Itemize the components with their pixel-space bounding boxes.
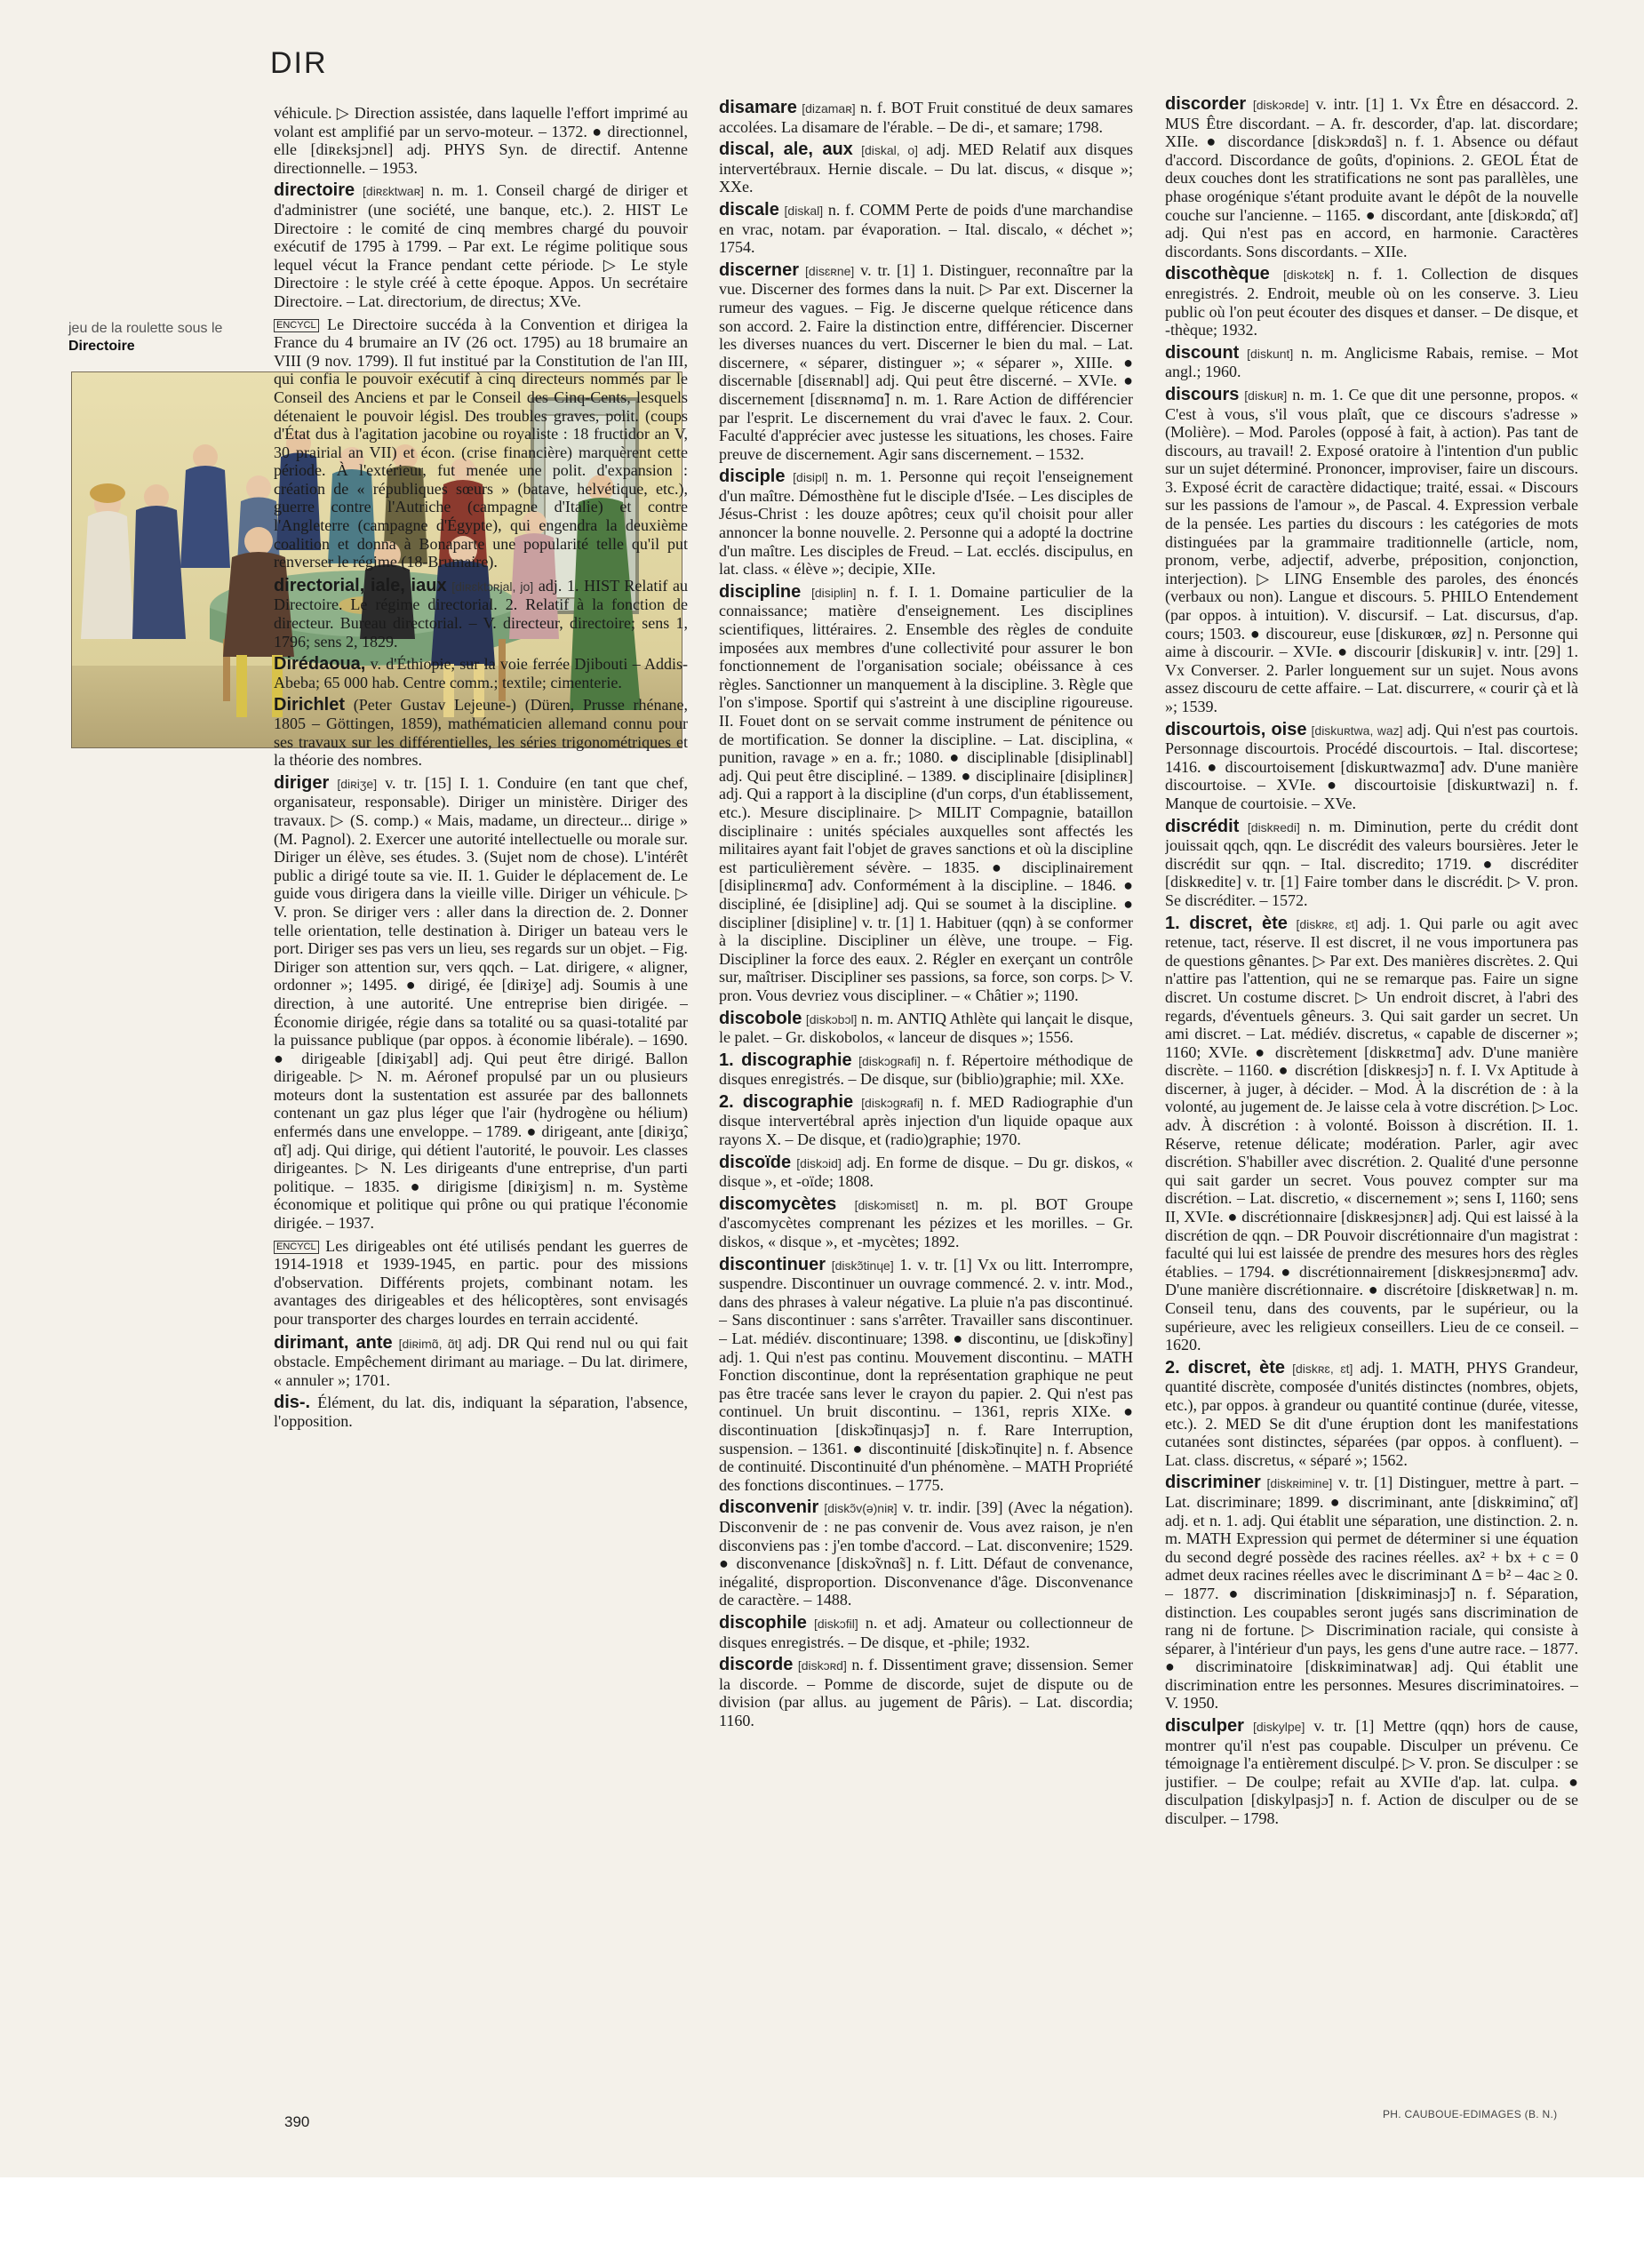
photo-credit: PH. CAUBOUE-EDIMAGES (B. N.): [1383, 2108, 1558, 2120]
entry-dis: [274, 1394, 688, 1430]
entry-headword: 1. discographie: [719, 1050, 852, 1070]
entry-pronunciation: [diskɔʀd]: [797, 1658, 847, 1673]
entry-text: v. tr. [15] I. 1. Conduire (en tant que chef, organisateur, responsable). Diriger un ministère. Diriger des travaux. ▷ (S. comp.) « Mais, madame, un directeur... dirige » (M. Pagnol). 2. Exercer une autorité intellectuelle ou morale sur. Diriger un élève, ses études. 3. (Sujet nom de chose). L'intérêt public a dirigé toute sa vie. II. 1. Guider le déplacement de. Le guide vous dirigera dans la vieille ville. Diriger un véhicule. ▷ V. pron. Se diriger vers : aller dans la direction de. 2. Donner telle orientation, telle destination à. Diriger un bateau vers le port. Diriger ses pas vers un lieu, ses regards sur un objet. – Fig. Diriger son attention sur, vers qqch. – Lat. dirigere, « aligner, ordonner »; 1495. ● dirigé, ée [diʀiʒe] adj. Soumis à une direction, à une autorité. Une entreprise bien dirigée. – Économie dirigée, régie dans sa totalité ou sa quasi-totalité par la puissance publique (par oppos. à économie libérale). – 1690. ● dirigeable [diʀiʒabl] adj. Qui peut être dirigé. Ballon dirigeable. ▷ N. m. Aéronef propulsé par un ou plusieurs moteurs dont la sustentation est assurée par des ballonnets contenant un gaz plus léger que l'air (hydrogène ou hélium) enfermés dans une enveloppe. – 1789. ● dirigeant, ante [diʀiʒɑ̃, ɑ̃t] adj. Qui dirige, qui détient l'autorité, le pouvoir. Les classes dirigeantes. ▷ N. Les dirigeants d'une entreprise, d'un parti politique. – 1835. ● dirigisme [diʀiʒism] n. m. Système économique et politique qui prône ou qui pratique l'économie dirigée. – 1937.: [274, 773, 688, 1233]
entry-pronunciation: [diskal]: [784, 203, 824, 218]
entry-discal: [719, 140, 1133, 196]
entry-discorde: [719, 1656, 1133, 1729]
entry-discerner: [719, 261, 1133, 464]
entry-headword: disculper: [1165, 1716, 1244, 1737]
entry-discourtois: [1165, 721, 1578, 813]
entry-pronunciation: [diʀɛktɔʀjal, jo]: [451, 579, 534, 594]
entry-text: n. m. pl. BOT Groupe d'ascomycètes comprenant les pézizes et les morilles. – Gr. diskos, « disque », et -mycètes; 1892.: [719, 1194, 1133, 1251]
entry-headword: directoire: [274, 180, 355, 201]
entry-headword: Dirichlet: [274, 695, 346, 715]
entry-text: véhicule. ▷ Direction assistée, dans laquelle l'effort imprimé au volant est amplifié par un servo-moteur. – 1372. ● directionnel, elle [diʀɛksjɔnɛl] adj. PHYS Syn. de directif. Antenne directionnelle. – 1953.: [274, 104, 688, 177]
entry-discret-1: [1165, 914, 1578, 1354]
entry-headword: discal, ale, aux: [719, 140, 853, 160]
entry-disconvenir: [719, 1498, 1133, 1609]
entry-headword: discorder: [1165, 95, 1247, 114]
entry-discophile: [719, 1614, 1133, 1651]
entry-text: adj. MED Relatif aux disques intervertébraux. Hernie discale. – Du lat. discus, « disque »; XXe.: [719, 140, 1133, 196]
entry-text: Élément, du lat. dis, indiquant la séparation, l'absence, l'opposition.: [274, 1394, 688, 1430]
entry-headword: discophile: [719, 1612, 807, 1633]
entry-pronunciation: [diskʀɛ, ɛt]: [1296, 916, 1359, 931]
entry-text: 1. v. tr. [1] Vx ou litt. Interrompre, suspendre. Discontinuer un ouvrage commencé. 2. v. intr. Mod., dans des phrases à valeur négative. La pluie n'a pas discontinué. – Sans discontinuer : sans s'arrêter. Travailler sans discontinuer. – Lat. médiév. discontinuare; 1398. ● discontinu, ue [diskɔ̃tiny] adj. 1. Qui n'est pas continu. Mouvement discontinu. – MATH Fonction discontinue, dont la représentation graphique ne peut pas être tracée sans lever le crayon du papier. 2. Qui n'est pas continuel. Un bruit discontinu. – 1361, repris XIXe. ● discontinuation [diskɔ̃tinɥasjɔ̃] n. f. Rare Interruption, suspension. – 1361. ● discontinuité [diskɔ̃tinɥite] n. f. Absence de continuité. Discontinuité d'un phénomène. – MATH Propriété des fonctions discontinues. – 1775.: [719, 1255, 1133, 1494]
entry-pronunciation: [diskɔgʀafi]: [858, 1053, 921, 1068]
illustration-caption: [68, 320, 224, 355]
entry-pronunciation: [diskʀedi]: [1247, 819, 1300, 835]
entry-text: v. intr. [1] 1. Vx Être en désaccord. 2. MUS Être discordant. – A. fr. descorder, d'ap. lat. discordare; XIIe. ● discordance [diskɔʀdɑ̃s] n. f. 1. Absence ou défaut d'accord. Discordance de goûts, d'opinions. 2. GEOL État de deux couches dont les stratifications ne sont pas parallèles, une phase orogénique s'étant produite avant le dépôt de la nouvelle couche sur l'ancienne. – 1165. ● discordant, ante [diskɔʀdɑ̃, ɑ̃t] adj. Qui n'est pas en accord, en harmonie. Caractères discordants. Sons discordants. – XIIe.: [1165, 95, 1578, 260]
entry-text: n. m. 1. Ce que dit une personne, propos. « C'est à vous, s'il vous plaît, que ce discours s'adresse » (Molière). – Mod. Paroles (opposé à fait, à action). Pas tant de discours, au travail! 2. Exposé oratoire à l'intention d'un public sur un sujet déterminé. Prononcer, improviser, faire un discours. 3. Exposé écrit de caractère didactique; traité, essai. « Discours sur les passions de l'amour », de Pascal. 4. Expression verbale de la pensée. Les parties du discours : les catégories de mots distinguées par la grammaire traditionnelle (article, nom, pronom, verbe, adjectif, adverbe, préposition, conjonction, interjection). ▷ LING Ensemble des paroles, des énoncés (verbaux ou non). Langue et discours. 5. PHILO Entendement (par oppos. à intuition). V. discursif. – Lat. discursus, d'ap. cours; 1503. ● discoureur, euse [diskuʀœʀ, øz] n. Personne qui aime à discourir. – XVIe. ● discourir [diskuʀiʀ] v. intr. [29] 1. Vx Converser. 2. Parler longuement sur un sujet. Nous avons assez discouru de cette affaire. – Lat. discurrere, « courir çà et là »; 1539.: [1165, 385, 1578, 715]
entry-headword: discoïde: [719, 1152, 792, 1172]
entry-pronunciation: [diskal, o]: [861, 143, 919, 158]
entry-text: adj. DR Qui rend nul ou qui fait obstacle. Empêchement dirimant au mariage. – Du lat. dirimere, « annuler »; 1701.: [274, 1333, 688, 1389]
entry-pronunciation: [diskʀimine]: [1266, 1476, 1333, 1491]
entry-headword: discomycètes: [719, 1194, 837, 1214]
entry-text: n. f. COMM Perte de poids d'une marchandise en vrac, notam. par évaporation. – Ital. discalo, « déchet »; 1754.: [719, 200, 1133, 257]
entry-text: v. tr. [1] 1. Distinguer, reconnaître par la vue. Discerner des formes dans la nuit. ▷ Par ext. Discerner la rumeur des vagues. – Fig. Je discerne quelque réticence dans son accord. 2. Faire la distinction entre, différencier. Discerner les diverses nuances du vert. Discerner le bien du mal. – Lat. discernere, « séparer, distinguer »; « séparer », XIIIe. ● discernable [disɛʀnabl] adj. Qui peut être discerné. – XVIe. ● discernement [disɛʀnəmɑ̃] n. m. 1. Rare Action de différencier par l'esprit. Le discernement du vrai d'avec le faux. 2. Cour. Faculté d'apprécier avec justesse les situations, les choses. Faire preuve de discernement. Agir sans discernement. – 1532.: [719, 260, 1133, 463]
entry-pronunciation: [diskɔmisɛt]: [854, 1197, 919, 1212]
entry-pronunciation: [diskɔtɛk]: [1283, 268, 1335, 283]
entry-text: v. tr. [1] Distinguer, mettre à part. – Lat. discriminare; 1899. ● discriminant, ante [diskʀiminɑ̃, ɑ̃t] adj. et n. 1. adj. Qui établit une séparation, une distinction. 2. n. m. MATH Expression qui permet de déterminer si une équation du second degré possède des racines réelles. ax² + bx + c = 0 admet deux racines réelles avec le discriminant Δ = b² – 4ac ≥ 0. – 1877. ● discrimination [diskʀiminasjɔ̃] n. f. Séparation, distinction. Les coupables seront jugés sans discrimination de rang ni de fortune. ▷ Discrimination raciale, qui consiste à séparer, à l'intérieur d'un pays, les gens d'une autre race. – 1877. ● discriminatoire [diskʀiminatwaʀ] adj. Qui établit une discrimination entre les personnes. Mesures discriminatoires. – V. 1950.: [1165, 1473, 1578, 1713]
entry-text: n. m. 1. Conseil chargé de diriger et d'administrer (une société, une banque, etc.). 2. HIST Le Directoire : le comité de cinq membres chargé du pouvoir exécutif de 1795 à 1799. – Par ext. Le régime politique sous lequel vécut la France pendant cette période. ▷ Le style Directoire : le style créé à cette époque. Appos. Un secrétaire Directoire. – Lat. directorium, de directus; XVe.: [274, 181, 688, 310]
entry-discotheque: [1165, 265, 1578, 339]
entry-text: v. tr. indir. [39] (Avec la négation). Disconvenir de : ne pas convenir de. Vous avez raison, je n'en disconviens pas : j'en tombe d'accord. – Lat. disconvenire; 1529. ● disconvenance [diskɔ̃vnɑ̃s] n. f. Litt. Défaut de convenance, inégalité, disproportion. Disconvenance d'âge. Disconvenance de caractère. – 1488.: [719, 1498, 1133, 1609]
encyclopedic-note-dirigeables: [274, 1237, 688, 1329]
entry-headword: discerner: [719, 260, 800, 280]
entry-pronunciation: [diskylpe]: [1252, 1720, 1305, 1735]
entry-text: v. tr. [1] Mettre (qqn) hors de cause, montrer qu'il n'est pas coupable. Disculper un prévenu. Ce témoignage l'a entièrement disculpé. ▷ V. pron. Se disculper : se justifier. – De coulpe; refait au XVIIe d'ap. lat. culpa. ● disculpation [diskylpasjɔ̃] n. f. Action de disculper ou de se disculper. – 1798.: [1165, 1717, 1578, 1828]
entry-headword: discriminer: [1165, 1473, 1261, 1493]
entry-discredit: [1165, 818, 1578, 910]
entry-text: n. m. Anglicisme Rabais, remise. – Mot angl.; 1960.: [1165, 343, 1578, 381]
entry-pronunciation: [diʀɛktwaʀ]: [363, 184, 425, 199]
page-header-title: DIR: [270, 46, 328, 80]
entry-text: adj. En forme de disque. – Du gr. diskos, « disque », et -oïde; 1808.: [719, 1153, 1133, 1191]
encyclopedic-text: Les dirigeables ont été utilisés pendant les guerres de 1914-1918 et 1939-1945, en partic. pour des missions d'observation. Différents projets, combinant notam. les avantages des dirigeables et des hélicoptères, sont envisagés pour transporter des charges lourdes en terrain accidenté.: [274, 1236, 688, 1328]
entry-text: v. d'Éthiopie, sur la voie ferrée Djibouti – Addis-Abeba; 65 000 hab. Centre comm.; textile; cimenterie.: [274, 655, 688, 691]
entry-pronunciation: [diskuʀtwa, waz]: [1311, 723, 1403, 738]
entry-text: n. f. Dissentiment grave; dissension. Semer la discorde. – Pomme de discorde, sujet de dispute ou de division (par allus. au jugement de Pâris). – Lat. discordia; 1160.: [719, 1656, 1133, 1729]
entry-discographie-2: [719, 1093, 1133, 1149]
column-3: [1165, 95, 1578, 2050]
entry-headword: disconvenir: [719, 1497, 819, 1518]
entry-dirichlet: [274, 696, 688, 769]
entry-directoire: [274, 181, 688, 310]
entry-discriminer: [1165, 1473, 1578, 1713]
entry-discale: [719, 201, 1133, 257]
entry-text: n. et adj. Amateur ou collectionneur de disques enregistrés. – De disque, et -phile; 1932.: [719, 1613, 1133, 1651]
entry-headword: 2. discret, ète: [1165, 1357, 1285, 1378]
entry-headword: discale: [719, 199, 779, 220]
entry-text: adj. 1. HIST Relatif au Directoire. Le régime directorial. 2. Relatif à la fonction de directeur. Bureau directorial. – V. directeur, directoire; sens 1, 1796; sens 2, 1829.: [274, 576, 688, 651]
entry-text: adj. 1. MATH, PHYS Grandeur, quantité discrète, composée d'unités distinctes (nombres, objets, etc.), par oppos. à grandeur ou quantité continue (durée, vitesse, etc.). 2. MED Se dit d'une éruption dont les manifestations cutanées sont distinctes, séparées (par oppos. à confluent). – Lat. class. discretus, « séparé »; 1562.: [1165, 1358, 1578, 1469]
encyclopedic-note-directoire: [274, 315, 688, 571]
entry-text: adj. Qui n'est pas courtois. Personnage discourtois. Procédé discourtois. – Ital. discortese; 1416. ● discourtoisement [diskuʀtwazmɑ̃] adv. D'une manière discourtoise. – XVIe. ● discourtoisie [diskuʀtwazi] n. f. Manque de courtoisie. – XVe.: [1165, 720, 1578, 812]
entry-text: n. f. 1. Collection de disques enregistrés. 2. Endroit, meuble où on les conserve. 3. Lieu public où l'on peut écouter des disques et danser. – De disque, et -thèque; 1932.: [1165, 265, 1578, 339]
caption-bold: Directoire: [68, 339, 135, 354]
entry-headword: diriger: [274, 772, 330, 793]
entry-pronunciation: [diskunt]: [1247, 346, 1294, 361]
entry-pronunciation: [disɛʀne]: [805, 263, 855, 278]
entry-pronunciation: [diʀimɑ̃, ɑ̃t]: [398, 1336, 462, 1351]
entry-pronunciation: [disipl]: [793, 470, 828, 485]
entry-headword: discrédit: [1165, 816, 1240, 836]
entry-continuation: [274, 104, 688, 177]
entry-disamare: [719, 99, 1133, 136]
entry-pronunciation: [diskɔ̃v(ə)niʀ]: [824, 1501, 898, 1516]
entry-discontinuer: [719, 1256, 1133, 1495]
entry-headword: dirimant, ante: [274, 1332, 393, 1353]
entry-discobole: [719, 1010, 1133, 1047]
entry-text: (Peter Gustav Lejeune-) (Düren, Prusse rhénane, 1805 – Göttingen, 1859), mathématicien allemand connu pour ses travaux sur les différentielles, les séries trigonométriques et la théorie des nombres.: [274, 696, 688, 770]
entry-pronunciation: [diskʀɛ, ɛt]: [1292, 1361, 1353, 1376]
encyclopedic-text: Le Directoire succéda à la Convention et dirigea la France du 4 brumaire an IV (26 oct. 1795) au 18 brumaire an VIII (9 nov. 1799). Il fut institué par la Constitution de l'an III, qui confia le pouvoir exécutif à cinq directeurs nommés par le Conseil des Anciens et par le Conseil des Cinq-Cents, lesquels détenaient le pouvoir législ. Des troubles graves, polit. (coups d'État dus à l'agitation jacobine ou royaliste : 18 fructidor an V, 30 prairial an VII) et écon. (crise financière) marquèrent cette période. À l'extérieur, fut menée une polit. d'expansion : création de « républiques sœurs » (batave, helvétique, etc.), guerre contre l'Autriche (campagne d'Italie) et contre l'Angleterre (campagne d'Égypte), qui engendra la deuxième coalition et donna à Bonaparte une popularité telle qu'il put renverser le régime (18-Brumaire).: [274, 315, 688, 571]
entry-headword: dis-.: [274, 1393, 311, 1413]
entry-headword: discours: [1165, 384, 1240, 404]
entry-pronunciation: [dizamaʀ]: [802, 101, 856, 116]
entry-pronunciation: [disiplin]: [810, 585, 857, 600]
entry-dirimant: [274, 1334, 688, 1390]
entry-headword: discourtois, oise: [1165, 719, 1307, 739]
entry-headword: discontinuer: [719, 1254, 826, 1274]
entry-pronunciation: [diskɔ̃tinɥe]: [831, 1258, 894, 1273]
page-number: 390: [284, 2113, 310, 2130]
entry-text: n. m. 1. Personne qui reçoit l'enseignement d'un maître. Démosthène fut le disciple d'Isée. – Les disciples de Jésus-Christ : les douze apôtres; ceux qu'il choisit pour aller annoncer la bonne nouvelle. 2. Personne qui a adopté la doctrine d'un maître. Les disciples de Freud. – Lat. ecclés. discipulus, en lat. class. « élève »; decipie, XIIe.: [719, 467, 1133, 579]
entry-headword: 1. discret, ète: [1165, 913, 1288, 933]
caption-text: jeu de la roulette sous le: [68, 321, 223, 336]
entry-text: n. f. I. 1. Domaine particulier de la connaissance; matière d'enseignement. Les disciplines scientifiques, littéraires. 2. Ensemble des règles de conduite imposées aux membres d'une collectivité pour assurer le bon fonctionnement de l'organisation sociale; obéissance à ces règles. Sanctionner un manquement à la discipline. 3. Règle que l'on s'impose. Sportif qui s'astreint à une discipline rigoureuse. II. Fouet dont on se servait comme instrument de pénitence ou de mortification. Se donner la discipline. – Lat. disciplina, « punition, ravage » en a. fr.; 1080. ● disciplinable [disiplinabl] adj. Qui peut être discipliné. – 1389. ● disciplinaire [disiplinɛʀ] adj. Qui a rapport à la discipline (d'un corps, d'un établissement, etc.). Mesure disciplinaire. ▷ MILIT Compagnie, bataillon disciplinaire : unités spéciales auxquelles sont affectés les militaires ayant fait l'objet de graves sanctions et où la discipline est particulièrement sévère. – 1835. ● disciplinairement [disiplinɛʀmɑ̃] adv. Conformément à la discipline. – 1846. ● discipliné, ée [disipline] adj. Qui se soumet à la discipline. ● discipliner [disipline] v. tr. [1] 1. Habituer (qqn) à se conformer à la discipline. Discipliner un élève, une troupe. – Fig. Discipliner la force des eaux. 2. Régler en exerçant un contrôle sur, maîtriser. Discipliner ses passions, sa force, son corps. ▷ V. pron. Vous devriez vous discipliner. – « Châtier »; 1190.: [719, 582, 1133, 1004]
entry-text: n. f. Répertoire méthodique de disques enregistrés. – De disque, sur (biblio)graphie; mil. XXe.: [719, 1050, 1133, 1089]
entry-discographie-1: [719, 1051, 1133, 1089]
entry-discomycetes: [719, 1195, 1133, 1251]
entry-headword: discobole: [719, 1008, 802, 1028]
column-2: [719, 99, 1133, 2116]
entry-headword: directorial, iale, iaux: [274, 575, 447, 595]
entry-text: n. m. ANTIQ Athlète qui lançait le disque, le palet. – Gr. diskobolos, « lanceur de disques »; 1556.: [719, 1009, 1133, 1047]
entry-headword: discipline: [719, 581, 802, 602]
entry-diriger: [274, 774, 688, 1233]
entry-headword: discount: [1165, 342, 1240, 363]
entry-headword: disamare: [719, 99, 797, 117]
entry-headword: 2. discographie: [719, 1091, 854, 1112]
entry-pronunciation: [diʀiʒe]: [337, 776, 378, 791]
entry-diredaoua: [274, 655, 688, 691]
entry-discours: [1165, 386, 1578, 716]
column-1: [274, 104, 688, 2114]
entry-discret-2: [1165, 1359, 1578, 1470]
entry-pronunciation: [diskɔfil]: [813, 1616, 858, 1631]
entry-headword: Dirédaoua,: [274, 654, 366, 675]
entry-headword: discorde: [719, 1655, 794, 1675]
entry-headword: disciple: [719, 467, 786, 487]
entry-directorial: [274, 577, 688, 651]
entry-discoide: [719, 1154, 1133, 1191]
entry-disciple: [719, 467, 1133, 579]
entry-pronunciation: [diskɔbɔl]: [805, 1011, 858, 1026]
entry-text: n. f. BOT Fruit constitué de deux samares accolées. La disamare de l'érable. – De di-, et samare; 1798.: [719, 99, 1133, 136]
entry-text: n. f. MED Radiographie d'un disque intervertébral après injection d'un liquide opaque aux rayons X. – De disque, et (radio)graphie; 1970.: [719, 1092, 1133, 1149]
entry-discount: [1165, 344, 1578, 381]
entry-headword: discothèque: [1165, 264, 1270, 284]
entry-pronunciation: [diskɔid]: [796, 1155, 842, 1170]
entry-text: n. m. Diminution, perte du crédit dont jouissait qqch, qqn. Le discrédit des valeurs boursières. Jeter le discrédit sur qqn. – Ital. discredito; 1719. ● discréditer [diskʀedite] v. tr. [1] Faire tomber dans le discrédit. ▷ V. pron. Se discréditer. – 1572.: [1165, 817, 1578, 909]
entry-text: adj. 1. Qui parle ou agit avec retenue, tact, réserve. Il est discret, il ne vous importunera pas de questions gênantes. ▷ Par ext. Des manières discrètes. 2. Qui n'attire pas l'attention, qui ne se remarque pas. Faire un signe discret. Un costume discret. ▷ Un endroit discret, à l'abri des regards, d'éventuels gêneurs. 3. Qui sait garder un secret. Un ami discret. – Lat. médiév. discretus, « capable de discerner »; 1160; XVIe. ● discrètement [diskʀɛtmɑ̃] adv. D'une manière discrète. – 1160. ● discrétion [diskʀesjɔ̃] n. f. I. Vx Aptitude à discerner, à juger, à décider. – Mod. À la discrétion de : à la volonté, au jugement de. Je laisse cela à votre discrétion. ▷ Loc. adv. À discrétion : à volonté. Boisson à discrétion. II. 1. Réserve, retenue délicate; modération. Parler, agir avec discrétion. S'habiller avec discrétion. 2. Qualité d'une personne qui sait garder un secret. Vous pouvez compter sur ma discrétion. – Lat. discretio, « discernement »; sens I, 1160; sens II, XVIe. ● discrétionnaire [diskʀesjɔnɛʀ] adj. Qui est laissé à la discrétion de qqn. – DR Pouvoir discrétionnaire d'un magistrat : faculté qui lui est laissée de prendre des mesures hors des règles établies. – 1794. ● discrétionnairement [diskʀesjɔnɛʀmɑ̃] adv. D'une manière discrétionnaire. ● discrétoire [diskʀetwaʀ] n. m. Conseil tenu, dans des couvents, par le supérieur, ou la supérieure, avec les religieux conseillers. Lieu de ce conseil. – 1620.: [1165, 914, 1578, 1354]
encyclopedic-tag: ENCYCL: [274, 1241, 319, 1254]
entry-pronunciation: [diskuʀ]: [1244, 387, 1288, 403]
encyclopedic-tag: ENCYCL: [274, 319, 319, 332]
entry-disculper: [1165, 1717, 1578, 1828]
entry-discipline: [719, 583, 1133, 1005]
entry-pronunciation: [diskɔʀde]: [1252, 98, 1309, 112]
entry-discorder: [1165, 95, 1578, 260]
entry-pronunciation: [diskɔgʀafi]: [861, 1095, 923, 1110]
